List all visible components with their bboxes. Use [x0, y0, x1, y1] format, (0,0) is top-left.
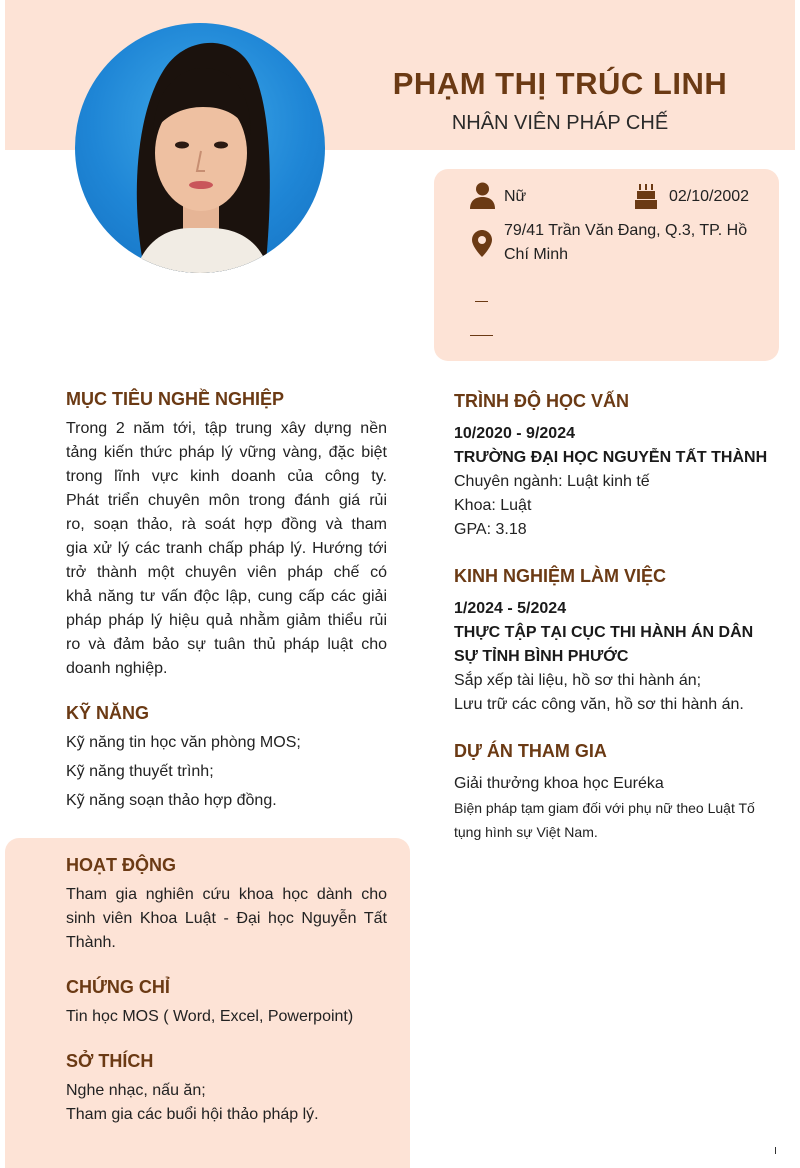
objective-line: trong lĩnh vực kinh doanh của công ty. [66, 468, 387, 485]
profile-photo [75, 23, 325, 273]
skill-item: Kỹ năng tin học văn phòng MOS; [66, 734, 301, 751]
experience-task: Lưu trữ các công văn, hồ sơ thi hành án. [454, 696, 744, 713]
objective-line: Phát triển chuyên môn trong đánh giá rủi [66, 492, 387, 509]
hobbies-title: SỞ THÍCH [66, 1051, 154, 1071]
activity-line: Tham gia nghiên cứu khoa học dành cho [66, 886, 387, 903]
objective-line: gia xử lý các tranh chấp pháp lý. Hướng tới [66, 540, 387, 557]
education-period: 10/2020 - 9/2024 [454, 425, 575, 442]
experience-org-line: THỰC TẬP TẠI CỤC THI HÀNH ÁN DÂN [454, 624, 754, 641]
gpa-text: GPA: 3.18 [454, 521, 527, 538]
objective-line: doanh nghiệp. [66, 660, 168, 677]
skills-title: KỸ NĂNG [66, 703, 150, 723]
job-title: NHÂN VIÊN PHÁP CHẾ [451, 112, 669, 134]
objective-line: tảng kiến thức pháp lý vững vàng, đặc biệt [66, 444, 387, 461]
address-line-2: Chí Minh [504, 246, 569, 263]
major-text: Chuyên ngành: Luật kinh tế [454, 473, 650, 490]
experience-org-line: SỰ TỈNH BÌNH PHƯỚC [454, 648, 629, 665]
project-desc-line: Biện pháp tạm giam đối với phụ nữ theo Luật Tố [454, 800, 755, 816]
objective-line: pháp pháp lý hiệu quả nhằm giảm thiểu rủi [66, 612, 387, 629]
activity-line: Thành. [66, 934, 116, 951]
birthdate-text: 02/10/2002 [669, 188, 750, 205]
faculty-text: Khoa: Luật [454, 497, 532, 514]
divider [470, 335, 493, 336]
user-icon [470, 182, 495, 209]
gender-text: Nữ [504, 188, 527, 205]
activity-line: sinh viên Khoa Luật - Đại học Nguyễn Tất [66, 910, 387, 927]
projects-title: DỰ ÁN THAM GIA [454, 741, 607, 761]
skill-item: Kỹ năng thuyết trình; [66, 763, 214, 780]
divider [475, 301, 488, 302]
objective-line: ro và đảm bảo sự tuân thủ pháp luật cho [66, 636, 387, 653]
location-pin-icon [472, 230, 492, 257]
education-title: TRÌNH ĐỘ HỌC VẤN [454, 391, 629, 411]
contact-card [434, 169, 779, 361]
school-name: TRƯỜNG ĐẠI HỌC NGUYỄN TẤT THÀNH [454, 449, 768, 466]
skill-item: Kỹ năng soạn thảo hợp đồng. [66, 792, 277, 809]
objective-line: trở thành một chuyên viên pháp chế có [66, 564, 387, 581]
objective-line: Trong 2 năm tới, tập trung xây dựng nền [66, 420, 387, 437]
experience-title: KINH NGHIỆM LÀM VIỆC [454, 566, 667, 586]
experience-task: Sắp xếp tài liệu, hồ sơ thi hành án; [454, 672, 702, 689]
activities-title: HOẠT ĐỘNG [66, 855, 176, 875]
address-line-1: 79/41 Trần Văn Đang, Q.3, TP. Hồ [504, 222, 748, 239]
project-desc-line: tụng hình sự Việt Nam. [454, 824, 598, 840]
certificates-title: CHỨNG CHỈ [66, 977, 170, 997]
objective-line: ro, soạn thảo, rà soát hợp đồng và tham [66, 516, 387, 533]
hobby-item: Nghe nhạc, nấu ăn; [66, 1082, 206, 1099]
hobby-item: Tham gia các buổi hội thảo pháp lý. [66, 1106, 319, 1123]
objective-title: MỤC TIÊU NGHỀ NGHIỆP [66, 389, 285, 409]
experience-period: 1/2024 - 5/2024 [454, 600, 567, 617]
page-edge-mark [775, 1147, 776, 1154]
person-name: PHẠM THỊ TRÚC LINH [392, 66, 728, 101]
certificate-item: Tin học MOS ( Word, Excel, Powerpoint) [66, 1008, 354, 1025]
cake-icon [635, 183, 657, 209]
objective-line: khả năng tư vấn độc lập, cung cấp các giải [66, 588, 387, 605]
project-name: Giải thưởng khoa học Euréka [454, 775, 664, 792]
